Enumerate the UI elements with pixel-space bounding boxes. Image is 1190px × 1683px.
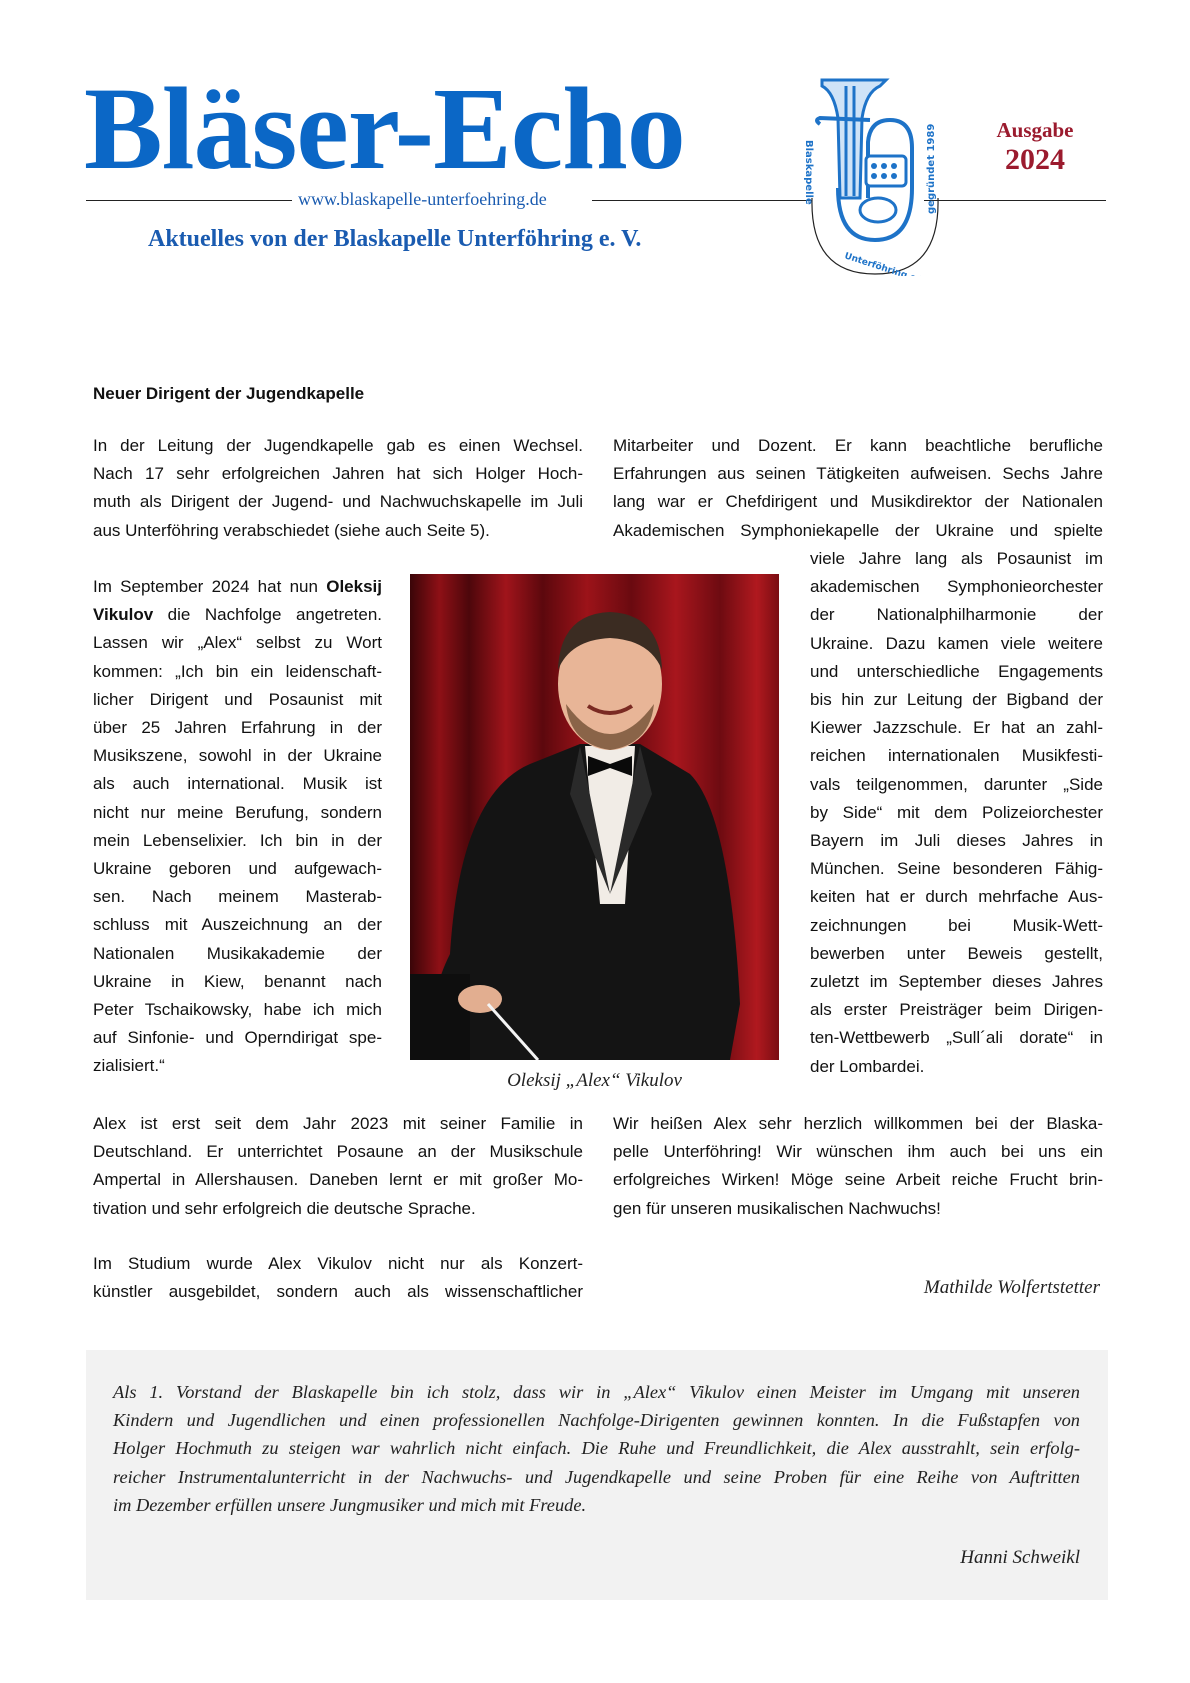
svg-text:Unterföhring e.V.: Unterföhring e.V. (843, 251, 930, 276)
text-line: Kiewer Jazzschule. Er hat an zahl- (810, 718, 1103, 738)
article-author: Mathilde Wolfertstetter (923, 1277, 1100, 1298)
text-line: Wir heißen Alex sehr herzlich willkommen bei der Blaska- (613, 1114, 1103, 1133)
text-line: reichen internationalen Musikfesti- (810, 746, 1103, 766)
conductor-name-first: Oleksij (326, 577, 382, 596)
text-line: erfolgreiches Wirken! Möge seine Arbeit reiche Frucht brin- (613, 1170, 1103, 1190)
text-line: schluss mit Auszeichnung an der (93, 915, 382, 935)
text-line: auf Sinfonie- und Operndirigat spe- (93, 1028, 382, 1048)
text-line: nicht nur meine Berufung, sondern (93, 802, 382, 822)
text-line: Deutschland. Er unterrichtet Posaune an der Musikschule (93, 1142, 583, 1162)
tuba-logo-icon (800, 78, 950, 276)
text-line: Im Studium wurde Alex Vikulov nicht nur als Konzert- (93, 1254, 583, 1273)
bottom-right-paragraph (613, 1110, 1103, 1223)
text-line: Nach 17 sehr erfolgreichen Jahren hat sich Holger Hoch- (93, 464, 583, 484)
text-line: keiten hat er durch mehrfache Aus- (810, 887, 1103, 907)
text-line: Peter Tschaikowsky, habe ich mich (93, 1000, 382, 1020)
text-line: by Side“ mit dem Polizeiorchester (810, 802, 1103, 822)
website-url[interactable]: www.blaskapelle-unterfoehring.de (298, 189, 547, 209)
newsletter-subtitle: Aktuelles von der Blaskapelle Unterföhring e. V. (148, 226, 642, 252)
text-line: akademischen Symphonieorchester (810, 577, 1103, 597)
text-line: muth als Dirigent der Jugend- und Nachwuchskapelle im Juli (93, 492, 583, 512)
text-line: Bayern im Juli dieses Jahres in (810, 831, 1103, 851)
text-line: Ampertal in Allershausen. Daneben lernt er mit großer Mo- (93, 1170, 583, 1190)
text-line: der Lombardei. (810, 1056, 925, 1076)
text-line: bis hin zur Leitung der Bigband der (810, 690, 1103, 710)
text-line: In der Leitung der Jugendkapelle gab es einen Wechsel. (93, 436, 583, 455)
text-line: zuletzt im September dieses Jahres (810, 972, 1103, 992)
text-line: Holger Hochmuth zu steigen war wahrlich nicht einfach. Die Ruhe und Freundlichkeit, die Alex ausstrahlt, sein erfolg- (113, 1438, 1080, 1459)
text-line: der Nationalphilharmonie der (810, 605, 1103, 625)
club-logo (800, 78, 950, 276)
left-column-paragraph (93, 573, 382, 1081)
text-line: Akademischen Symphoniekapelle der Ukraine und spielte (613, 520, 1103, 540)
svg-text:Blaskapelle: Blaskapelle (803, 140, 814, 205)
text-line: viele Jahre lang als Posaunist im (810, 549, 1103, 568)
text-line: München. Seine besonderen Fähig- (810, 859, 1103, 879)
issue-year: 2024 (1005, 143, 1065, 176)
text-line: künstler ausgebildet, sondern auch als wissenschaftlicher (93, 1282, 583, 1302)
quote-author: Hanni Schweikl (960, 1547, 1080, 1568)
text-line: reicher Instrumentalunterricht in der Nachwuchs- und Jugendkapelle und seine Proben für eine Reihe von Auftritten (113, 1466, 1080, 1487)
masthead-rule-right (924, 200, 1106, 201)
masthead-rule-left (86, 200, 292, 201)
text-line: lang war er Chefdirigent und Musikdirektor der Nationalen (613, 492, 1103, 512)
intro-paragraph (93, 432, 583, 545)
bottom-left-paragraph-2 (93, 1250, 583, 1306)
bottom-left-paragraph-1 (93, 1110, 583, 1223)
text-line: als auch international. Musik ist (93, 774, 382, 794)
text-line: Ukraine geboren und aufgewach- (93, 859, 382, 879)
text-line: Ukraine in Kiew, benannt nach (93, 971, 382, 991)
text-line: pelle Unterföhring! Wir wünschen ihm auch bei uns ein (613, 1142, 1103, 1162)
text-line: Lassen wir „Alex“ selbst zu Wort (93, 633, 382, 653)
text-line: mein Lebenselixier. Ich bin in der (93, 830, 382, 850)
right-column-paragraph (810, 545, 1103, 1081)
text-line: als erster Preisträger beim Dirigen- (810, 1000, 1103, 1020)
text-line: über 25 Jahren Erfahrung in der (93, 718, 382, 738)
conductor-name-last: Vikulov (93, 605, 154, 625)
text-line: im Dezember erfüllen unsere Jungmusiker und mich mit Freude. (113, 1494, 587, 1515)
text-line: licher Dirigent und Posaunist mit (93, 689, 382, 709)
newsletter-title: Bläser-Echo (84, 63, 685, 194)
text-line: und unterschiedliche Engagements (810, 661, 1103, 681)
chairperson-quote (113, 1378, 1080, 1519)
text-line: Alex ist erst seit dem Jahr 2023 mit seiner Familie in (93, 1114, 583, 1133)
text-line: zialisiert.“ (93, 1056, 165, 1076)
text-line: sen. Nach meinem Masterab- (93, 887, 382, 907)
text-line: Erfahrungen aus seinen Tätigkeiten aufweisen. Sechs Jahre (613, 464, 1103, 484)
text-line: Als 1. Vorstand der Blaskapelle bin ich stolz, dass wir in „Alex“ Vikulov einen Meister im Umgang mit unseren (113, 1382, 1080, 1402)
photo-illustration (410, 574, 779, 1060)
text-line: Musikszene, sowohl in der Ukraine (93, 746, 382, 766)
text-line: gen für unseren musikalischen Nachwuchs! (613, 1198, 941, 1218)
text-line: Ukraine. Dazu kamen viele weitere (810, 633, 1103, 653)
text-line: vals teilgenommen, darunter „Side (810, 774, 1103, 794)
masthead-rule-mid (592, 200, 812, 201)
conductor-photo (410, 574, 779, 1060)
text-line: ten-Wettbewerb „Sull´ali dorate“ in (810, 1028, 1103, 1048)
text-line: tivation und sehr erfolgreich die deutsche Sprache. (93, 1198, 476, 1218)
issue-label: Ausgabe (996, 118, 1074, 142)
text-line: Mitarbeiter und Dozent. Er kann beachtliche berufliche (613, 436, 1103, 455)
text-line: Nationalen Musikakademie der (93, 943, 382, 963)
text-line: aus Unterföhring verabschiedet (siehe auch Seite 5). (93, 520, 490, 540)
text-line: Im September 2024 hat nun Oleksij (93, 577, 382, 596)
text-line: Kindern und Jugendlichen und einen professionellen Nachfolge-Dirigenten gewinnen konnten. In die Fußstapfen von (113, 1410, 1080, 1431)
text-line: kommen: „Ich bin ein leidenschaft- (93, 661, 382, 681)
svg-text:gegründet 1989: gegründet 1989 (926, 123, 937, 214)
text-line: zeichnungen bei Musik-Wett- (810, 915, 1103, 935)
text-line: bewerben unter Beweis gestellt, (810, 943, 1103, 963)
article-headline: Neuer Dirigent der Jugendkapelle (93, 384, 365, 403)
photo-caption: Oleksij „Alex“ Vikulov (507, 1070, 682, 1091)
text-line: Vikulov die Nachfolge angetreten. (93, 605, 382, 625)
right-top-paragraph (613, 432, 1103, 545)
